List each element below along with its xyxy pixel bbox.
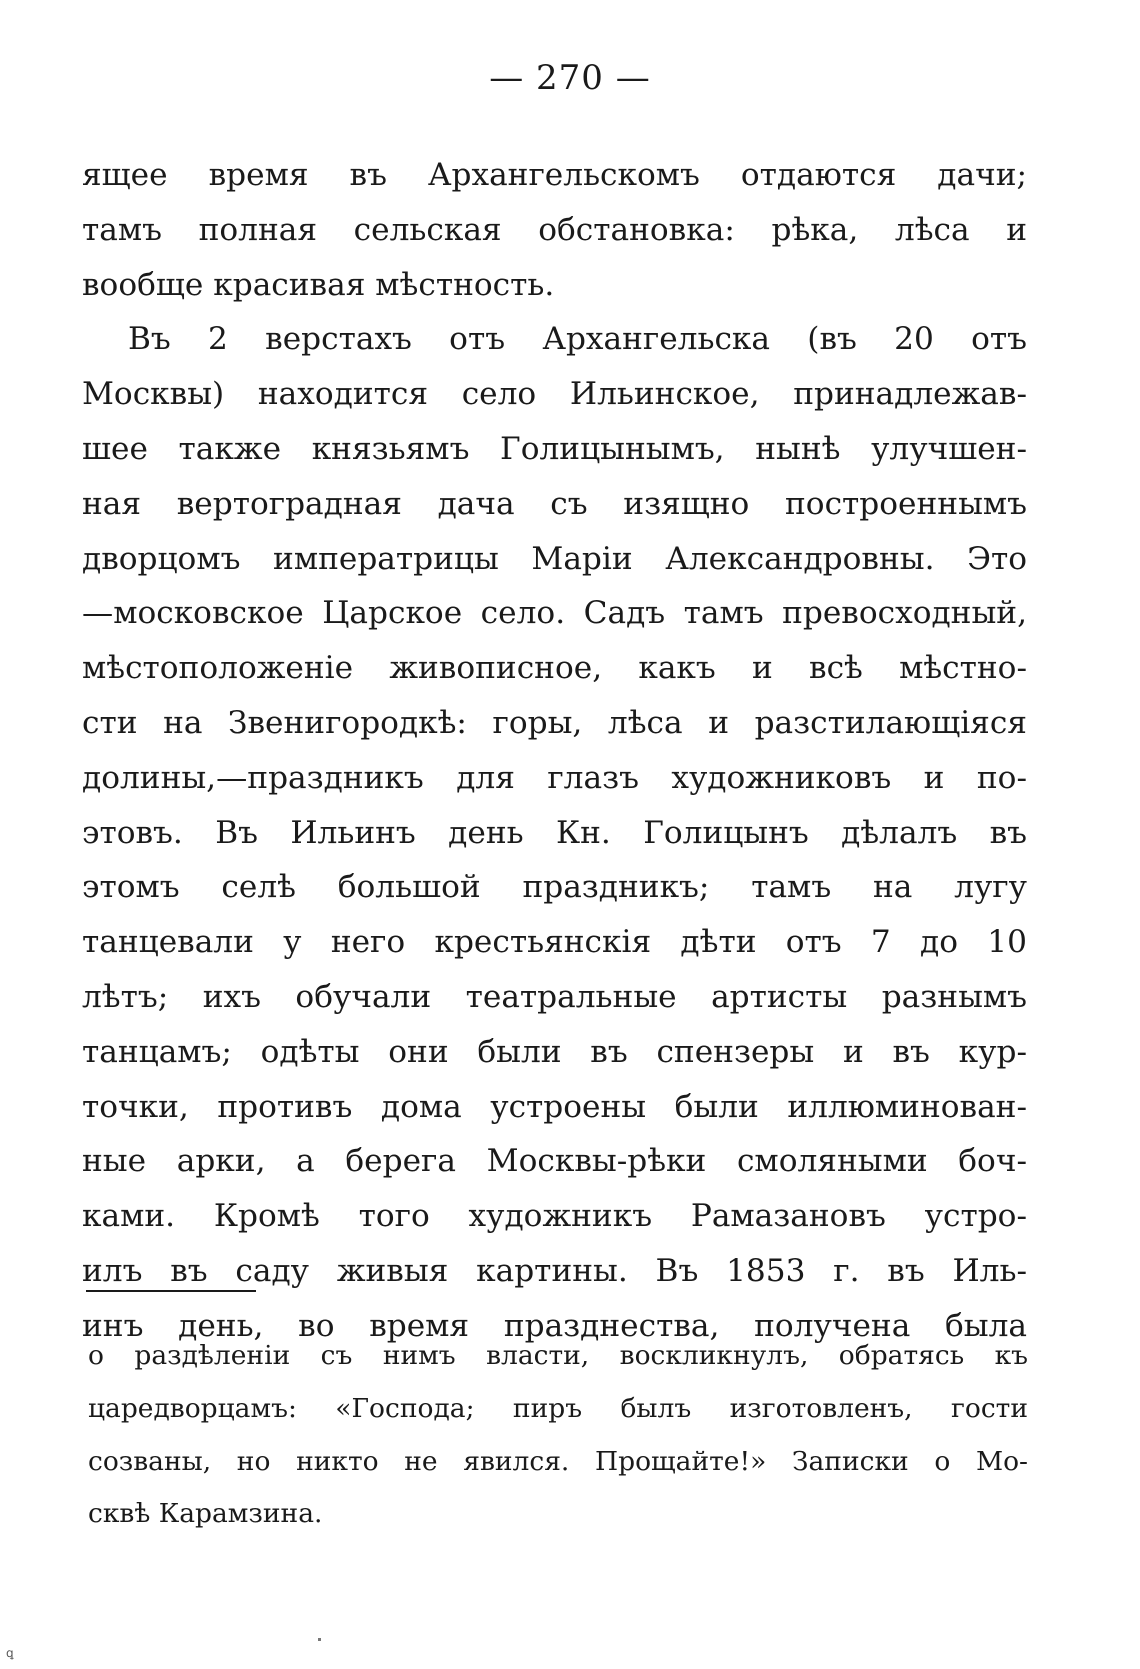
text-line: шее также князьямъ Голицынымъ, нынѣ улучшен-	[82, 430, 1027, 467]
text-line: ящее время въ Архангельскомъ отдаются дачи;	[82, 157, 1027, 193]
text-line: сти на Звенигородкѣ: горы, лѣса и разстилающіяся	[82, 704, 1027, 741]
text-line: этомъ селѣ большой праздникъ; тамъ на лугу	[82, 869, 1027, 906]
text-line: вообще красивая мѣстность.	[82, 266, 555, 303]
footnote-line: сквѣ Карамзина.	[88, 1498, 323, 1530]
text-line: илъ въ саду живыя картины. Въ 1853 г. въ Иль-	[82, 1252, 1027, 1289]
text-line: ками. Кромѣ того художникъ Рамазановъ устро-	[82, 1198, 1027, 1235]
margin-mark: ꝗ	[6, 1646, 14, 1660]
text-line: ные арки, а берега Москвы-рѣки смоляными боч-	[82, 1143, 1027, 1180]
text-line: Въ 2 верстахъ отъ Архангельска (въ 20 отъ	[128, 321, 1027, 358]
text-line: Москвы) находится село Ильинское, принадлежав-	[82, 376, 1027, 413]
text-line: точки, противъ дома устроены были иллюминован-	[82, 1088, 1027, 1125]
text-line: долины,—праздникъ для глазъ художниковъ и по-	[82, 759, 1027, 796]
footnote-block	[88, 1330, 1028, 1541]
footnote-line: царедворцамъ: «Господа; пиръ былъ изготовленъ, гости	[88, 1392, 1028, 1424]
footnote-line: о раздѣленіи съ нимъ власти, воскликнулъ, обратясь къ	[88, 1340, 1028, 1371]
text-line: ная вертоградная дача съ изящно построеннымъ	[82, 485, 1027, 522]
scan-speck	[318, 1638, 321, 1641]
footnote-line: созваны, но никто не явился. Прощайте!» Записки о Мо-	[88, 1445, 1028, 1477]
text-line: танцамъ; одѣты они были въ спензеры и въ кур-	[82, 1033, 1027, 1070]
text-line: тамъ полная сельская обстановка: рѣка, лѣса и	[82, 211, 1027, 248]
text-line: лѣтъ; ихъ обучали театральные артисты разнымъ	[82, 978, 1027, 1015]
main-text-block	[82, 148, 1027, 1354]
text-line: этовъ. Въ Ильинъ день Кн. Голицынъ дѣлалъ въ	[82, 814, 1027, 851]
text-line: мѣстоположеніе живописное, какъ и всѣ мѣстно-	[82, 650, 1027, 687]
text-line: инъ день, во время празднества, получена была	[82, 1307, 1027, 1344]
text-line: танцевали у него крестьянскія дѣти отъ 7 до 10	[82, 924, 1027, 961]
text-line: дворцомъ императрицы Маріи Александровны. Это	[82, 540, 1027, 577]
page-number: — 270 —	[489, 58, 651, 98]
footnote-divider	[86, 1290, 256, 1292]
text-line: —московское Царское село. Садъ тамъ превосходный,	[82, 595, 1027, 632]
